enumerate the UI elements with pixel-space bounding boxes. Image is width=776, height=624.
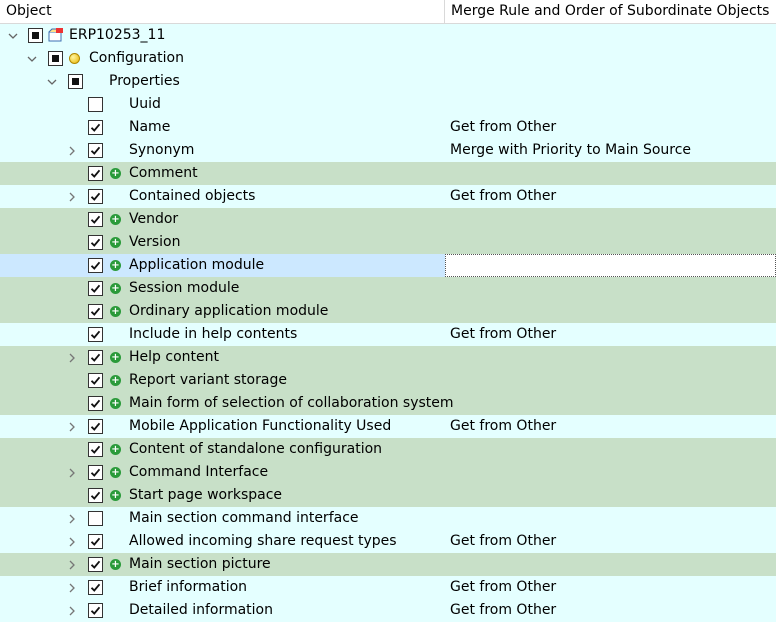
plus-circle-icon: + <box>111 398 120 409</box>
merge-rule-cell[interactable] <box>445 507 776 530</box>
merge-rule-cell[interactable] <box>445 346 776 369</box>
chevron-down-icon[interactable] <box>6 24 20 47</box>
property-row[interactable] <box>0 254 776 277</box>
chevron-right-icon[interactable] <box>65 346 79 369</box>
property-label: Name <box>129 119 171 135</box>
configuration-checkbox[interactable] <box>48 51 63 66</box>
merge-rule-cell[interactable] <box>445 484 776 507</box>
property-checkbox[interactable] <box>88 304 103 319</box>
property-label: Brief information <box>129 579 248 595</box>
property-label: Content of standalone configuration <box>129 441 383 457</box>
plus-circle-icon: + <box>111 559 120 570</box>
tree-row-configuration[interactable] <box>0 47 776 70</box>
properties-checkbox[interactable] <box>68 74 83 89</box>
property-row[interactable] <box>0 277 776 300</box>
merge-rule-cell[interactable]: Get from Other <box>450 326 557 342</box>
property-row[interactable] <box>0 231 776 254</box>
merge-rule-cell[interactable] <box>445 231 776 254</box>
plus-circle-icon: + <box>111 467 120 478</box>
property-label: Session module <box>129 280 240 296</box>
property-checkbox[interactable] <box>88 557 103 572</box>
column-header-merge-rule[interactable]: Merge Rule and Order of Subordinate Objects <box>444 0 776 23</box>
property-label: Include in help contents <box>129 326 298 342</box>
property-checkbox[interactable] <box>88 419 103 434</box>
property-label: Comment <box>129 165 198 181</box>
plus-circle-icon: + <box>111 237 120 248</box>
merge-rule-cell[interactable]: Get from Other <box>450 188 557 204</box>
property-row[interactable] <box>0 139 776 162</box>
property-row[interactable] <box>0 438 776 461</box>
property-row[interactable] <box>0 93 776 116</box>
merge-rule-cell[interactable]: Merge with Priority to Main Source <box>450 142 692 158</box>
property-row[interactable] <box>0 346 776 369</box>
property-label: Main section picture <box>129 556 271 572</box>
chevron-down-icon[interactable] <box>25 47 39 70</box>
property-row[interactable] <box>0 300 776 323</box>
tree-table <box>0 24 776 622</box>
property-label: Synonym <box>129 142 195 158</box>
property-checkbox[interactable] <box>88 396 103 411</box>
property-row[interactable] <box>0 392 776 415</box>
chevron-right-icon[interactable] <box>65 185 79 208</box>
erp-infobase-icon <box>48 27 64 47</box>
chevron-down-icon[interactable] <box>45 70 59 93</box>
property-checkbox[interactable] <box>88 258 103 273</box>
property-checkbox[interactable] <box>88 143 103 158</box>
property-row[interactable] <box>0 507 776 530</box>
property-checkbox[interactable] <box>88 373 103 388</box>
property-label: Command Interface <box>129 464 269 480</box>
property-row[interactable] <box>0 208 776 231</box>
configuration-label: Configuration <box>89 50 184 66</box>
property-checkbox[interactable] <box>88 442 103 457</box>
plus-circle-icon: + <box>111 168 120 179</box>
chevron-right-icon[interactable] <box>65 415 79 438</box>
chevron-right-icon[interactable] <box>65 507 79 530</box>
plus-circle-icon: + <box>111 375 120 386</box>
property-label: Mobile Application Functionality Used <box>129 418 392 434</box>
property-label: Main section command interface <box>129 510 359 526</box>
merge-rule-cell[interactable]: Get from Other <box>450 418 557 434</box>
column-header <box>0 0 776 24</box>
property-label: Vendor <box>129 211 179 227</box>
property-label: Uuid <box>129 96 161 112</box>
property-row[interactable] <box>0 484 776 507</box>
property-row[interactable] <box>0 415 776 438</box>
property-row[interactable] <box>0 185 776 208</box>
property-checkbox[interactable] <box>88 327 103 342</box>
configuration-icon <box>69 53 80 64</box>
property-label: Main form of selection of collaboration system <box>129 395 454 411</box>
plus-circle-icon: + <box>111 490 120 501</box>
property-label: Ordinary application module <box>129 303 329 319</box>
property-row[interactable] <box>0 323 776 346</box>
property-row[interactable] <box>0 369 776 392</box>
chevron-right-icon[interactable] <box>65 530 79 553</box>
property-label: Application module <box>129 257 265 273</box>
property-checkbox[interactable] <box>88 212 103 227</box>
merge-rule-cell[interactable]: Get from Other <box>450 533 557 549</box>
plus-circle-icon: + <box>111 352 120 363</box>
merge-rule-cell[interactable] <box>445 93 776 116</box>
property-label: Report variant storage <box>129 372 287 388</box>
property-checkbox[interactable] <box>88 166 103 181</box>
property-checkbox[interactable] <box>88 465 103 480</box>
plus-circle-icon: + <box>111 306 120 317</box>
merge-rule-cell[interactable] <box>445 300 776 323</box>
property-label: Start page workspace <box>129 487 283 503</box>
property-row[interactable] <box>0 162 776 185</box>
property-row[interactable] <box>0 530 776 553</box>
merge-rule-cell[interactable]: Get from Other <box>450 602 557 618</box>
chevron-right-icon[interactable] <box>65 576 79 599</box>
plus-circle-icon: + <box>111 214 120 225</box>
merge-rule-cell[interactable] <box>445 461 776 484</box>
merge-rule-cell[interactable]: Get from Other <box>450 119 557 135</box>
property-label: Help content <box>129 349 219 365</box>
tree-row-root[interactable] <box>0 24 776 47</box>
plus-circle-icon: + <box>111 260 120 271</box>
property-label: Version <box>129 234 181 250</box>
property-checkbox[interactable] <box>88 534 103 549</box>
root-checkbox[interactable] <box>28 28 43 43</box>
merge-rule-cell[interactable] <box>445 392 776 415</box>
properties-label: Properties <box>109 73 180 89</box>
property-row[interactable] <box>0 461 776 484</box>
plus-circle-icon: + <box>111 444 120 455</box>
property-label: Allowed incoming share request types <box>129 533 397 549</box>
chevron-right-icon[interactable] <box>65 599 79 622</box>
property-row[interactable] <box>0 576 776 599</box>
property-checkbox[interactable] <box>88 281 103 296</box>
property-checkbox[interactable] <box>88 189 103 204</box>
property-row[interactable] <box>0 553 776 576</box>
property-checkbox[interactable] <box>88 488 103 503</box>
merge-rule-cell[interactable] <box>445 162 776 185</box>
property-checkbox[interactable] <box>88 235 103 250</box>
column-header-object[interactable]: Object <box>6 3 52 19</box>
chevron-right-icon[interactable] <box>65 461 79 484</box>
merge-rule-cell[interactable] <box>445 438 776 461</box>
tree-row-properties[interactable] <box>0 70 776 93</box>
property-checkbox[interactable] <box>88 350 103 365</box>
root-label: ERP10253_11 <box>69 27 166 43</box>
merge-rule-cell[interactable] <box>445 254 776 277</box>
property-checkbox[interactable] <box>88 580 103 595</box>
chevron-right-icon[interactable] <box>65 553 79 576</box>
merge-rule-cell[interactable]: Get from Other <box>450 579 557 595</box>
property-label: Detailed information <box>129 602 273 618</box>
property-row[interactable] <box>0 116 776 139</box>
property-row[interactable] <box>0 599 776 622</box>
merge-rule-cell[interactable] <box>445 208 776 231</box>
merge-rule-cell[interactable] <box>445 277 776 300</box>
property-checkbox[interactable] <box>88 603 103 618</box>
property-checkbox[interactable] <box>88 511 103 526</box>
plus-circle-icon: + <box>111 283 120 294</box>
property-label: Contained objects <box>129 188 256 204</box>
merge-rule-cell[interactable] <box>445 369 776 392</box>
property-checkbox[interactable] <box>88 120 103 135</box>
chevron-right-icon[interactable] <box>65 139 79 162</box>
property-checkbox[interactable] <box>88 97 103 112</box>
merge-rule-cell[interactable] <box>445 553 776 576</box>
